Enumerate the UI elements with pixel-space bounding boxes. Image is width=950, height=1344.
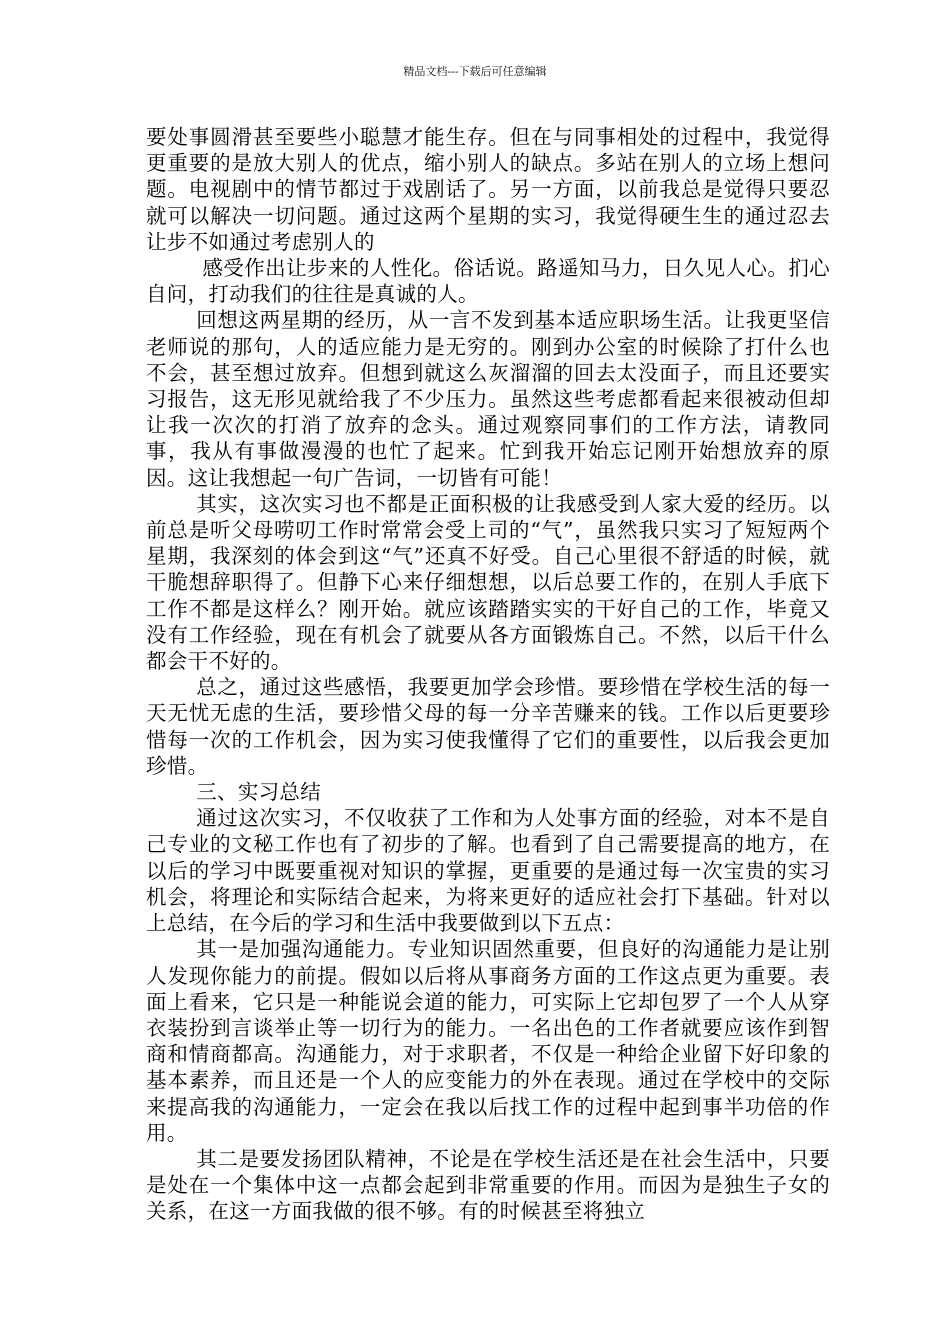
- paragraph-4: 其实，这次实习也不都是正面积极的让我感受到人家大爱的经历。以前总是听父母唠叨工作时常常会受上司的“气”，虽然我只实习了短短两个星期，我深刻的体会到这“气”还真不好受。自己心里很不舒适的时候，就干脆想辞职得了。但静下心来仔细想想，以后总要工作的，在别人手底下工作不都是这样么？刚开始。就应该踏踏实实的干好自己的工作，毕竟又没有工作经验，现在有机会了就要从各方面锻炼自己。不然，以后干什么都会干不好的。: [146, 491, 830, 674]
- paragraph-2: 感受作出让步来的人性化。俗话说。路遥知马力，日久见人心。扪心自问，打动我们的往往是真诚的人。: [146, 256, 830, 307]
- page-header: 精品文档---下载后可任意编辑: [403, 65, 547, 78]
- paragraph-3: 回想这两星期的经历，从一言不发到基本适应职场生活。让我更坚信老师说的那句，人的适应能力是无穷的。刚到办公室的时候除了打什么也不会，甚至想过放弃。但想到就这么灰溜溜的回去太没面子，而且还要实习报告，这无形见就给我了不少压力。虽然这些考虑都看起来很被动但却让我一次次的打消了放弃的念头。通过观察同事们的工作方法，请教同事，我从有事做漫漫的也忙了起来。忙到我开始忘记刚开始想放弃的原因。这让我想起一句广告词，一切皆有可能！: [146, 308, 830, 490]
- paragraph-5: 总之，通过这些感悟，我要更加学会珍惜。要珍惜在学校生活的每一天无忧无虑的生活，要珍惜父母的每一分辛苦赚来的钱。工作以后更要珍惜每一次的工作机会，因为实习使我懂得了它们的重要性，以后我会更加珍惜。: [146, 675, 830, 778]
- paragraph-7: 通过这次实习，不仅收获了工作和为人处事方面的经验，对本不是自己专业的文秘工作也有了初步的了解。也看到了自己需要提高的地方，在以后的学习中既要重视对知识的掌握，更重要的是通过每一次宝贵的实习机会，将理论和实际结合起来，为将来更好的适应社会打下基础。针对以上总结，在今后的学习和生活中我要做到以下五点：: [146, 806, 830, 936]
- paragraph-8: 其一是加强沟通能力。专业知识固然重要，但良好的沟通能力是让别人发现你能力的前提。假如以后将从事商务方面的工作这点更为重要。表面上看来，它只是一种能说会道的能力，可实际上它却包罗了一个人从穿衣装扮到言谈举止等一切行为的能力。一名出色的工作者就要应该作到智商和情商都高。沟通能力，对于求职者，不仅是一种给企业留下好印象的基本素养，而且还是一个人的应变能力的外在表现。通过在学校中的交际来提高我的沟通能力，一定会在我以后找工作的过程中起到事半功倍的作用。: [146, 937, 830, 1145]
- paragraph-9: 其二是要发扬团队精神，不论是在学校生活还是在社会生活中，只要是处在一个集体中这一点都会起到非常重要的作用。而因为是独生子女的关系，在这一方面我做的很不够。有的时候甚至将独立: [146, 1146, 830, 1224]
- section-heading-summary: 三、实习总结: [196, 780, 322, 805]
- paragraph-1: 要处事圆滑甚至要些小聪慧才能生存。但在与同事相处的过程中，我觉得更重要的是放大别人的优点，缩小别人的缺点。多站在别人的立场上想问题。电视剧中的情节都过于戏剧话了。另一方面，以前我总是觉得只要忍就可以解决一切问题。通过这两个星期的实习，我觉得硬生生的通过忍去让步不如通过考虑别人的: [146, 125, 830, 254]
- document-body: [146, 124, 830, 1225]
